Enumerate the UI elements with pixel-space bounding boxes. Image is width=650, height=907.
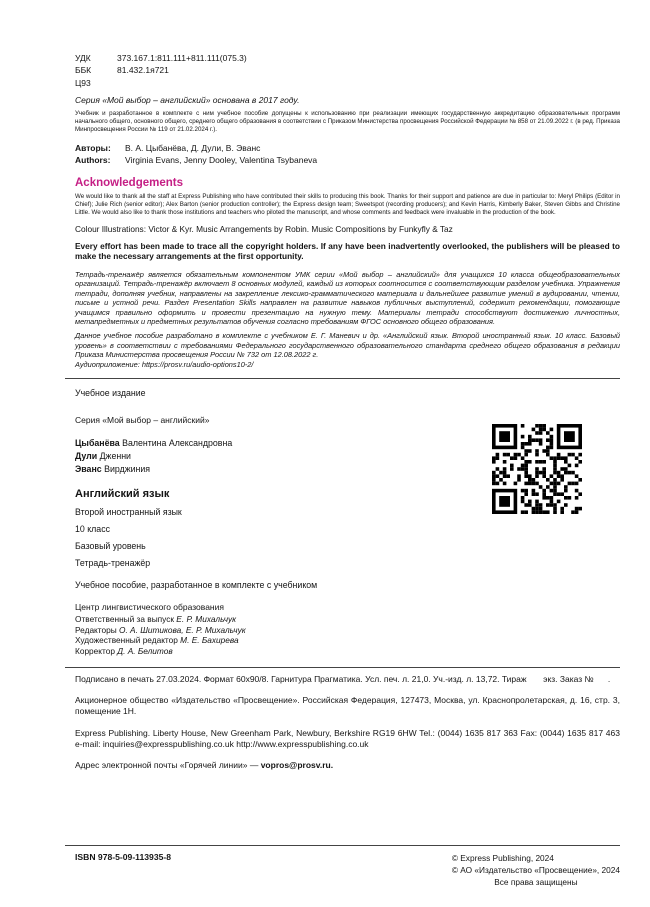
udk-label: УДК xyxy=(75,53,91,63)
authors-ru-label: Авторы: xyxy=(75,143,111,154)
rights-reserved: Все права защищены xyxy=(494,877,578,888)
express-publishing-contact: Express Publishing. Liberty House, New Greenham Park, Newbury, Berkshire RG19 6HW Tel.: (0044) 1635 817 363 Fax: (0044) 1635 817 463 e-mail: inquiries@expresspublishing.co.uk http://www.expresspublishing.co.uk xyxy=(75,727,620,750)
staff-name: М. Е. Бахирева xyxy=(180,635,239,646)
annotation-paragraph-1: Тетрадь-тренажёр является обязательным компонентом УМК серии «Мой выбор – английский» для учащихся 10 класса общеобразовательных организаций. Тетрадь-тренажёр включает 8 основных модулей, каждый из которых соотносится с соответствующим разделом учебника. Упражнения тетради, дополняя учебник, направлены на закрепление лексико-грамматического материала и дальнейшее развитие умений в аудировании, чтении, письме и устной речи. Раздел Presentation Skills направлен на развитие навыков публичных выступлений, содержит рекомендации, помогающие учащимся правильно оформить и провести презентацию на нужную тему. Материалы тетради способствуют достижению личностных, метапредметных и предметных результатов обучения согласно требованиям ФГОС основного общего образования. xyxy=(75,269,620,326)
author-name: Дженни xyxy=(97,451,131,462)
hotline-line xyxy=(75,760,620,770)
authors-block xyxy=(75,142,620,167)
qr-code xyxy=(492,424,582,514)
authors-ru-names: В. А. Цыбанёва, Д. Дули, В. Эванс xyxy=(125,143,261,154)
hotline-label: Адрес электронной почты «Горячей линии» — xyxy=(75,759,261,770)
imprint-series: Серия «Мой выбор – английский» xyxy=(75,415,210,426)
series-founded-note: Серия «Мой выбор – английский» основана в 2017 году. xyxy=(75,94,300,105)
isbn: ISBN 978-5-09-113935-8 xyxy=(75,852,172,862)
staff-role: Художественный редактор xyxy=(75,635,181,646)
author-sign: Ц93 xyxy=(75,77,91,88)
staff-line xyxy=(75,635,620,646)
authors-ru-line xyxy=(75,142,620,154)
staff-line xyxy=(75,614,620,625)
staff-role: Ответственный за выпуск xyxy=(75,613,177,624)
book-subtitle-language: Второй иностранный язык xyxy=(75,506,182,517)
page-footer xyxy=(65,845,620,888)
book-format: Тетрадь-тренажёр xyxy=(75,557,151,568)
bibliographic-codes xyxy=(75,52,620,89)
publishing-center: Центр лингвистического образования xyxy=(75,601,224,612)
annotation-paragraph-2: Данное учебное пособие разработано в комплекте с учебником Е. Г. Маневич и др. «Английский язык. Второй иностранный язык. 10 класс. Базовый уровень» в соответствии с требованиями Федерального государственного образовательного стандарта среднего общего образования в редакции Приказа Министерства просвещения России № 732 от 12.08.2022 г. xyxy=(75,331,620,360)
staff-line xyxy=(75,646,620,657)
copyright-block xyxy=(452,852,620,888)
authors-en-names: Virginia Evans, Jenny Dooley, Valentina Tsybaneva xyxy=(125,155,318,166)
publisher-address: Акционерное общество «Издательство «Просвещение». Российская Федерация, 127473, Москва, ул. Краснопролетарская, д. 16, стр. 3, помещение 1Н. xyxy=(75,694,620,717)
hotline-email[interactable]: vopros@prosv.ru. xyxy=(260,759,334,770)
divider-rule-middle xyxy=(65,667,620,668)
book-level: Базовый уровень xyxy=(75,540,146,551)
udk-line xyxy=(75,52,620,64)
kit-note: Учебное пособие, разработанное в комплекте с учебником xyxy=(75,579,318,590)
copyright-trace-notice: Every effort has been made to trace all the copyright holders. If any have been inadvertently overlooked, the publishers will be pleased to make the necessary arrangements at the first opportunity. xyxy=(75,240,620,262)
authors-en-label: Authors: xyxy=(75,155,111,166)
edition-type: Учебное издание xyxy=(75,388,146,399)
book-title: Английский язык xyxy=(75,487,170,500)
staff-role: Корректор xyxy=(75,646,118,657)
author-surname: Эванс xyxy=(75,463,102,474)
book-grade: 10 класс xyxy=(75,523,110,534)
author-surname: Дули xyxy=(75,451,98,462)
staff-credits xyxy=(75,614,620,658)
author-name: Вирджиния xyxy=(101,463,151,474)
acknowledgements-heading: Acknowledgements xyxy=(75,176,183,189)
audio-supplement-url[interactable]: https://prosv.ru/audio-options10-2/ xyxy=(141,359,254,369)
udk-value: 373.167.1:811.111+811.111(075.3) xyxy=(117,53,247,63)
author-surname: Цыбанёва xyxy=(75,438,120,449)
illustration-credits: Colour Illustrations: Victor & Kyr. Music Arrangements by Robin. Music Compositions by Funkyfly & Taz xyxy=(75,223,453,234)
bbk-label: ББК xyxy=(75,65,92,76)
authors-en-line xyxy=(75,154,620,166)
staff-role: Редакторы xyxy=(75,624,119,635)
acknowledgements-body: We would like to thank all the staff at Express Publishing who have contributed their skills to producing this book. Thanks for their support and patience are due in particular to: Meryl Philips (Editor in Chief); Julie Rich (senior editor); Alex Barton (senior production controller); the Express design team; Sweetspot (recording producers); and Kevin Harris, Kimberly Baker, Steven Gibbs and Christine Little. We would also like to thank those institutions and teachers who piloted the manuscript, and whose comments and feedback were invaluable in the production of the book. xyxy=(75,192,620,216)
bbk-value: 81.432.1я721 xyxy=(117,65,169,76)
staff-name: О. А. Шитикова, Е. Р. Михальчук xyxy=(118,624,246,635)
print-run-info: Подписано в печать 27.03.2024. Формат 60x90/8. Гарнитура Прагматика. Усл. печ. л. 21,0. Уч.-изд. л. 13,72. Тираж экз. Заказ № . xyxy=(75,674,611,685)
author-name: Валентина Александровна xyxy=(119,438,233,449)
approval-note: Учебник и разработанное в комплекте с ним учебное пособие допущены к использованию при реализации имеющих государственную аккредитацию образовательных программ начального общего, основного общего, среднего общего образования в соответствии с Приказом Министерства просвещения Российской Федерации № 858 от 21.09.2022 г. (в ред. Приказа Минпросвещения России № 119 от 21.02.2024 г.). xyxy=(75,109,620,134)
copyright-express: © Express Publishing, 2024 xyxy=(451,853,554,863)
copyright-prosveshchenie: © АО «Издательство «Просвещение», 2024 xyxy=(451,865,620,876)
staff-line xyxy=(75,625,620,636)
audio-supplement-label: Аудиоприложение: xyxy=(75,359,142,369)
bbk-line xyxy=(75,64,620,76)
staff-name: Е. Р. Михальчук xyxy=(176,613,237,624)
author-sign-line xyxy=(75,77,620,89)
audio-supplement-line xyxy=(75,360,620,369)
divider-rule-top xyxy=(65,378,620,379)
staff-name: Д. А. Белитов xyxy=(117,646,173,657)
divider-rule-bottom xyxy=(65,845,620,846)
